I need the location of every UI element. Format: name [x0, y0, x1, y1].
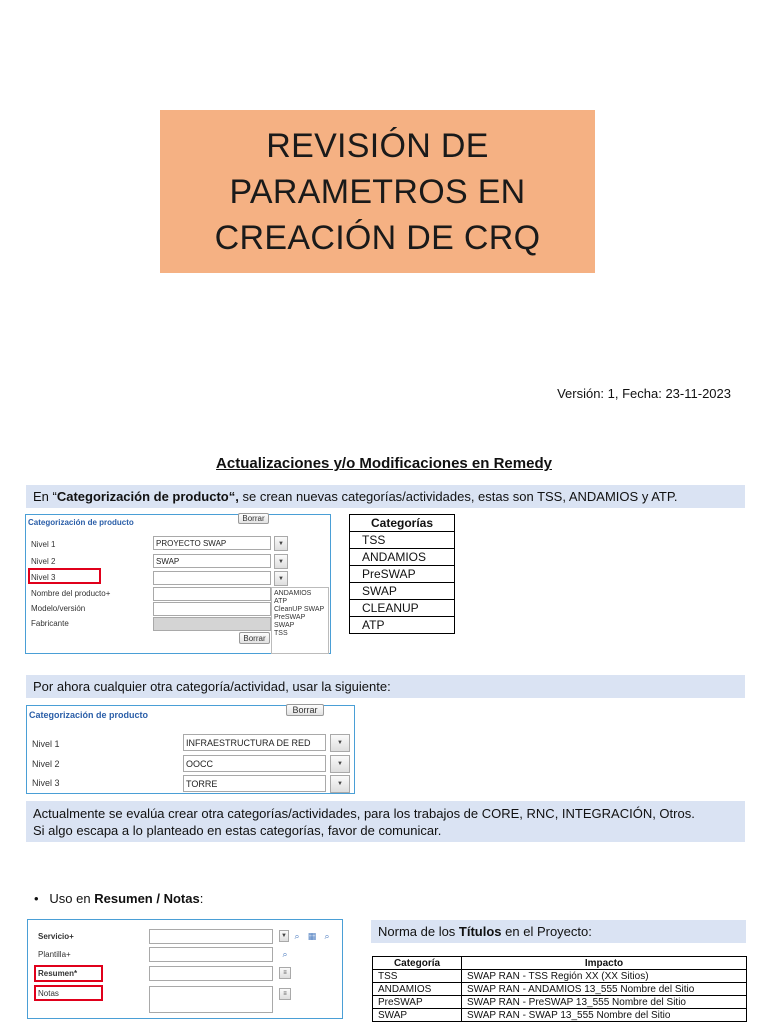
nivel-1-dropdown-icon[interactable]: ▼ [274, 536, 288, 551]
resumen-expand-icon[interactable]: ≡ [279, 967, 291, 979]
norma-header-impacto: Impacto [462, 957, 747, 970]
label-nivel-1: Nivel 1 [31, 540, 56, 549]
resumen-notas-panel [27, 919, 343, 1019]
norma-titulos-table [372, 956, 747, 1022]
nivel-1-dropdown-icon[interactable]: ▼ [330, 734, 350, 752]
info-band-otra-categoria: Por ahora cualquier otra categoría/actividad, usar la siguiente: [26, 675, 745, 698]
categorization-panel-1 [25, 514, 331, 654]
servicio-field[interactable] [149, 929, 273, 944]
label-nombre-producto: Nombre del producto+ [31, 589, 111, 598]
version-date: Versión: 1, Fecha: 23-11-2023 [557, 386, 731, 401]
lookup-icon[interactable]: ⌕ [324, 931, 330, 941]
categorias-table [349, 514, 455, 634]
norma-cell-impacto: SWAP RAN - PreSWAP 13_555 Nombre del Sitio [462, 996, 747, 1009]
option-atp[interactable]: ATP [274, 598, 288, 605]
label-fabricante: Fabricante [31, 619, 69, 628]
section-heading: Actualizaciones y/o Modificaciones en Remedy [216, 455, 552, 472]
categoria-item: CLEANUP [350, 600, 455, 617]
table-row [373, 983, 747, 996]
norma-cell-categoria: ANDAMIOS [373, 983, 462, 996]
nivel-3-dropdown-icon[interactable]: ▼ [330, 775, 350, 793]
option-cleanup-swap[interactable]: CleanUP SWAP [274, 606, 325, 613]
norma-header-categoria: Categoría [373, 957, 462, 970]
norma-cell-categoria: PreSWAP [373, 996, 462, 1009]
nivel-2-field[interactable]: SWAP [153, 554, 271, 568]
clear-button-top[interactable]: Borrar [238, 513, 269, 524]
search-icon[interactable]: ⌕ [282, 949, 288, 959]
title-line-2: PARAMETROS EN [229, 172, 526, 211]
plantilla-field[interactable] [149, 947, 273, 962]
nivel-3-highlight [28, 568, 101, 584]
option-preswap[interactable]: PreSWAP [274, 614, 306, 621]
title-line-3: CREACIÓN DE CRQ [214, 218, 541, 257]
band3-line-1: Actualmente se evalúa crear otra categorías/actividades, para los trabajos de CORE, RNC, INTEGRACIÓN, Otros. [33, 806, 695, 821]
norma-cell-categoria: SWAP [373, 1009, 462, 1022]
nombre-producto-field[interactable] [153, 587, 271, 601]
categoria-item: TSS [350, 532, 455, 549]
label-nivel-1: Nivel 1 [32, 739, 60, 749]
bullet-dot: • [34, 891, 39, 906]
norma-cell-categoria: TSS [373, 970, 462, 983]
table-row [373, 1009, 747, 1022]
label-nivel-2: Nivel 2 [32, 759, 60, 769]
notas-expand-icon[interactable]: ≡ [279, 988, 291, 1000]
label-modelo-version: Modelo/versión [31, 604, 86, 613]
categoria-item: ANDAMIOS [350, 549, 455, 566]
notas-field[interactable] [149, 986, 273, 1013]
label-nivel-3: Nivel 3 [31, 573, 56, 582]
nivel-2-dropdown-icon[interactable]: ▼ [274, 554, 288, 569]
nivel-1-field[interactable]: PROYECTO SWAP [153, 536, 271, 550]
servicio-dropdown-icon[interactable]: ▼ [279, 930, 289, 942]
info-band-categorizacion: En “Categorización de producto“, se crean nuevas categorías/actividades, estas son TSS, ANDAMIOS y ATP. [26, 485, 745, 508]
categorias-header: Categorías [350, 515, 455, 532]
band3-line-2: Si algo escapa a lo planteado en estas categorías, favor de comunicar. [33, 823, 442, 838]
nivel-3-options-list [271, 587, 329, 654]
table-row [373, 970, 747, 983]
nivel-3-dropdown-icon[interactable]: ▼ [274, 571, 288, 586]
table-row [373, 996, 747, 1009]
option-swap[interactable]: SWAP [274, 622, 295, 629]
label-plantilla: Plantilla+ [38, 950, 71, 959]
title-line-1: REVISIÓN DE [266, 126, 489, 165]
info-band-evaluacion [26, 801, 745, 842]
categorization-panel-2 [26, 705, 355, 794]
search-icon[interactable]: ⌕ [294, 931, 300, 941]
option-tss[interactable]: TSS [274, 630, 288, 637]
norma-cell-impacto: SWAP RAN - ANDAMIOS 13_555 Nombre del Sitio [462, 983, 747, 996]
label-nivel-2: Nivel 2 [31, 557, 56, 566]
nivel-1-field[interactable]: INFRAESTRUCTURA DE RED [183, 734, 326, 751]
resumen-highlight [34, 965, 103, 982]
notas-highlight [34, 985, 103, 1001]
modelo-version-field[interactable] [153, 602, 271, 616]
resumen-field[interactable] [149, 966, 273, 981]
clear-button-panel2[interactable]: Borrar [286, 704, 324, 716]
label-nivel-3: Nivel 3 [32, 778, 60, 788]
categoria-item: PreSWAP [350, 566, 455, 583]
info-band-norma-titulos: Norma de los Títulos en el Proyecto: [371, 920, 746, 943]
nivel-2-dropdown-icon[interactable]: ▼ [330, 755, 350, 773]
norma-cell-impacto: SWAP RAN - TSS Región XX (XX Sitios) [462, 970, 747, 983]
nivel-2-field[interactable]: OOCC [183, 755, 326, 772]
clear-button-bottom[interactable]: Borrar [239, 632, 270, 644]
panel1-title: Categorización de producto [28, 518, 134, 527]
nivel-3-field[interactable]: TORRE [183, 775, 326, 792]
bullet-uso-resumen: • Uso en Resumen / Notas: [34, 891, 204, 906]
categoria-item: SWAP [350, 583, 455, 600]
panel2-title: Categorización de producto [29, 710, 149, 720]
title-box [160, 110, 595, 273]
norma-cell-impacto: SWAP RAN - SWAP 13_555 Nombre del Sitio [462, 1009, 747, 1022]
label-notas: Notas [38, 989, 59, 998]
label-servicio: Servicio+ [38, 932, 74, 941]
grid-icon[interactable]: ▦ [307, 931, 317, 941]
nivel-3-field[interactable] [153, 571, 271, 585]
fabricante-field [153, 617, 271, 631]
band1-bold: Categorización de producto“, [56, 489, 239, 504]
categoria-item: ATP [350, 617, 455, 634]
option-andamios[interactable]: ANDAMIOS [274, 590, 312, 597]
label-resumen: Resumen* [38, 969, 78, 978]
